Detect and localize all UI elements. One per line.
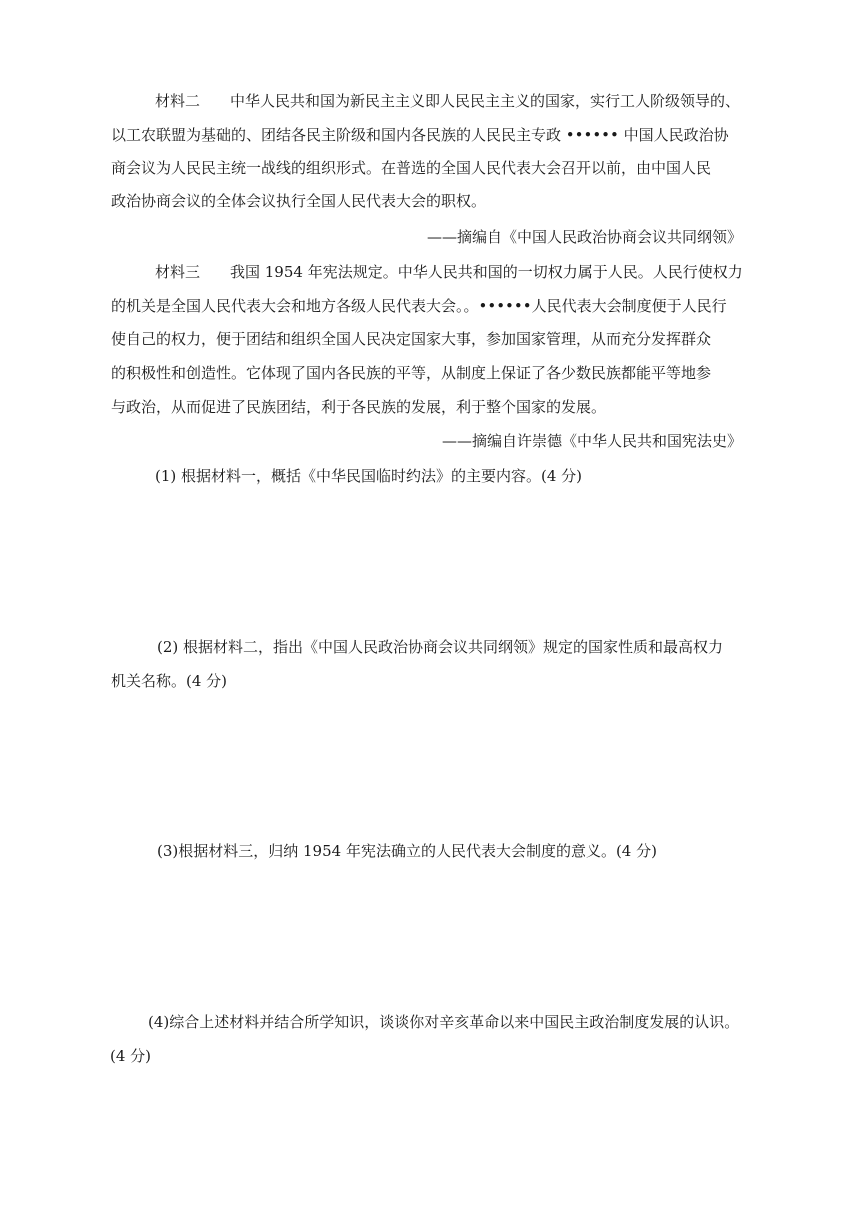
material-3-line-4: 的积极性和创造性。它体现了国内各民族的平等，从制度上保证了各少数民族都能平等地参 <box>111 364 712 382</box>
question-1: (1) 根据材料一，概括《中华民国临时约法》的主要内容。(4 分) <box>155 467 583 485</box>
material-2-source: ——摘编自《中国人民政治协商会议共同纲领》 <box>426 228 742 246</box>
material-2-line-2: 以工农联盟为基础的、团结各民主阶级和国内各民族的人民民主专政 •••••• 中国人民政治协 <box>111 126 729 144</box>
material-3-source: ——摘编自许崇德《中华人民共和国宪法史》 <box>441 432 742 450</box>
question-4-line-2: (4 分) <box>110 1047 152 1065</box>
material-2-line-4: 政治协商会议的全体会议执行全国人民代表大会的职权。 <box>111 192 487 210</box>
material-3-line-1: 材料三 我国 1954 年宪法规定。中华人民共和国的一切权力属于人民。人民行使权力 <box>155 263 743 281</box>
material-3-line-2: 的机关是全国人民代表大会和地方各级人民代表大会。。••••••人民代表大会制度便于人民行 <box>111 297 727 315</box>
question-3: (3)根据材料三，归纳 1954 年宪法确立的人民代表大会制度的意义。(4 分) <box>157 842 657 860</box>
question-4-line-1: (4)综合上述材料并结合所学知识，谈谈你对辛亥革命以来中国民主政治制度发展的认识。 <box>148 1013 740 1031</box>
question-2-line-1: (2) 根据材料二，指出《中国人民政治协商会议共同纲领》规定的国家性质和最高权力 <box>157 638 724 656</box>
material-3-line-5: 与政治，从而促进了民族团结，利于各民族的发展，利于整个国家的发展。 <box>111 398 607 416</box>
material-2-line-3: 商会议为人民民主统一战线的组织形式。在普选的全国人民代表大会召开以前，由中国人民 <box>111 159 712 177</box>
material-2-line-1: 材料二 中华人民共和国为新民主主义即人民民主主义的国家，实行工人阶级领导的、 <box>155 92 741 110</box>
material-3-line-3: 使自己的权力，便于团结和组织全国人民决定国家大事，参加国家管理，从而充分发挥群众 <box>111 330 712 348</box>
question-2-line-2: 机关名称。(4 分) <box>111 672 228 690</box>
